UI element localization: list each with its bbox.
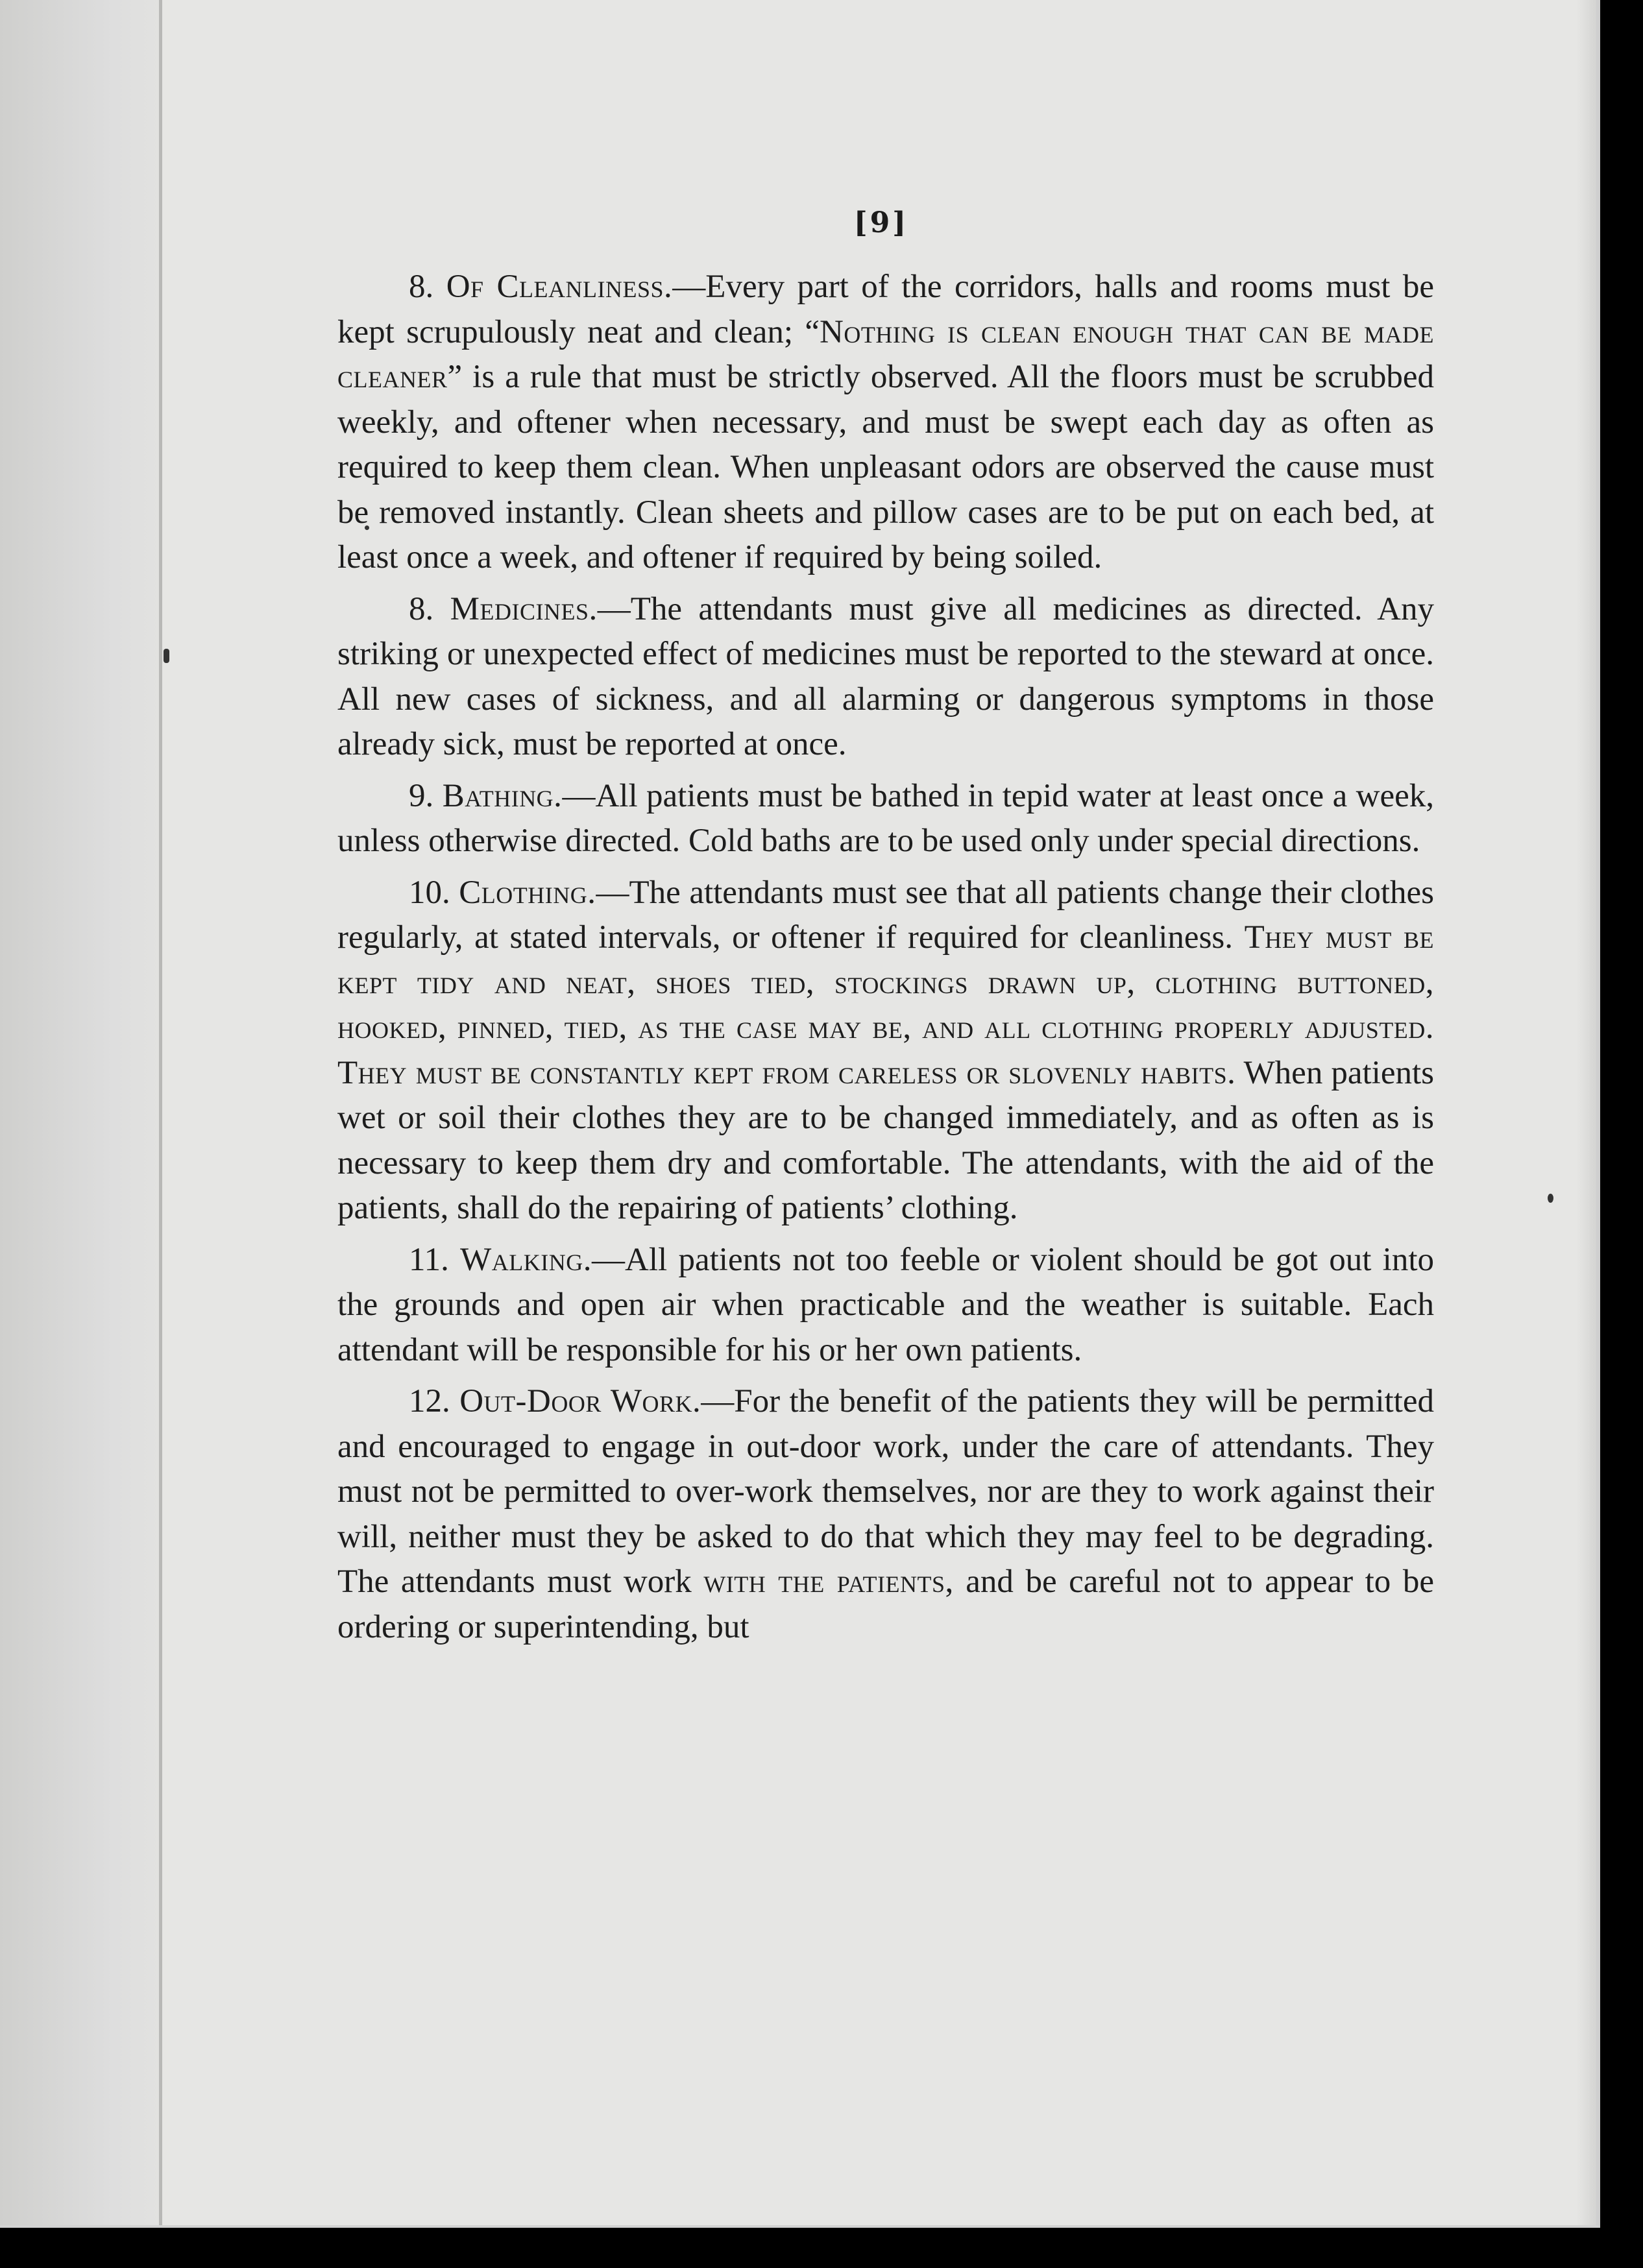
rule-cleanliness: [337, 265, 1434, 581]
page-edge-shadow: [1577, 0, 1596, 2225]
body-text: When patients wet or soil their clothes they are to be changed immediately, and as often as is necessary to keep them dry and comfortable. The attendants, with the aid of the patients, shall do the repairing of patients’ clothing.: [337, 1054, 1434, 1226]
body-text: —The attendants must give all medicines as directed. Any striking or unexpected effect of medicines must be reported to the steward at once. All new cases of sickness, and all alarming or dangerous symptoms in those already sick, must be reported at once.: [337, 590, 1435, 762]
binding-gutter: [0, 0, 162, 2225]
body-text: 9.: [409, 777, 443, 814]
body-text: —For the benefit of the patients they will be permitted and encouraged to engage in out-door work, under the care of attendants. They must not be permitted to over-work themselves, nor are they to work against their will, neither must they be asked to do that which they may feel to be degrading. The attendants must work: [337, 1383, 1434, 1600]
scan-speck: [164, 649, 169, 663]
page-number: [9]: [853, 206, 909, 239]
body-text: ” is a rule that must be strictly observed. All the floors must be scrubbed weekly, and oftener when necessary, and must be swept each day as often as required to keep them clean. When unpleasant odors are observed the cause must be removed instantly. Clean sheets and pillow cases are to be put on each bed, at least once a week, and oftener if required by being soiled.: [337, 359, 1434, 575]
body-text: —All patients not too feeble or violent should be got out into the grounds and open air when practicable and the weather is suitable. Each attendant will be responsible for his or her own patients.: [337, 1241, 1435, 1368]
small-caps-text: Out-Door Work.: [459, 1383, 701, 1419]
body-text: 8.: [409, 269, 446, 305]
rules-text: [337, 265, 1434, 1656]
small-caps-text: Bathing.: [442, 777, 563, 814]
small-caps-text: Clothing.: [459, 874, 596, 911]
rule-bathing: [337, 774, 1434, 864]
scan-speck: [1548, 1194, 1553, 1203]
small-caps-text: Of Cleanliness.: [446, 269, 673, 305]
body-text: 10.: [409, 874, 459, 911]
rule-medicines: [337, 587, 1434, 767]
body-text: 12.: [409, 1383, 460, 1419]
small-caps-text: They must be kept tidy and neat, shoes tied, stockings drawn up, clothing buttoned, hooked, pinned, tied, as the case may be, and all clothing properly adjusted. They must be constantly kept from careless or slovenly habits.: [337, 919, 1434, 1091]
rule-out-door-work: [337, 1379, 1434, 1650]
body-text: —All patients must be bathed in tepid water at least once a week, unless otherwise directed. Cold baths are to be used only under special directions.: [337, 777, 1435, 859]
body-text: and be careful not to appear to be ordering or superintending, but: [337, 1563, 1434, 1645]
body-text: 8.: [409, 590, 450, 627]
rule-walking: [337, 1238, 1434, 1373]
gutter-fold-line: [159, 0, 162, 2225]
body-text: 11.: [409, 1241, 461, 1278]
small-caps-text: with the patients,: [703, 1563, 954, 1600]
rule-clothing: [337, 871, 1434, 1231]
small-caps-text: Nothing is clean enough that can be made cleaner: [337, 313, 1435, 395]
small-caps-text: Walking.: [460, 1241, 592, 1278]
body-text: —Every part of the corridors, halls and rooms must be kept scrupulously neat and clean; “: [337, 269, 1434, 350]
body-text: —The attendants must see that all patients change their clothes regularly, at stated intervals, or oftener if required for cleanliness.: [337, 874, 1435, 956]
small-caps-text: Medicines.: [450, 590, 598, 627]
